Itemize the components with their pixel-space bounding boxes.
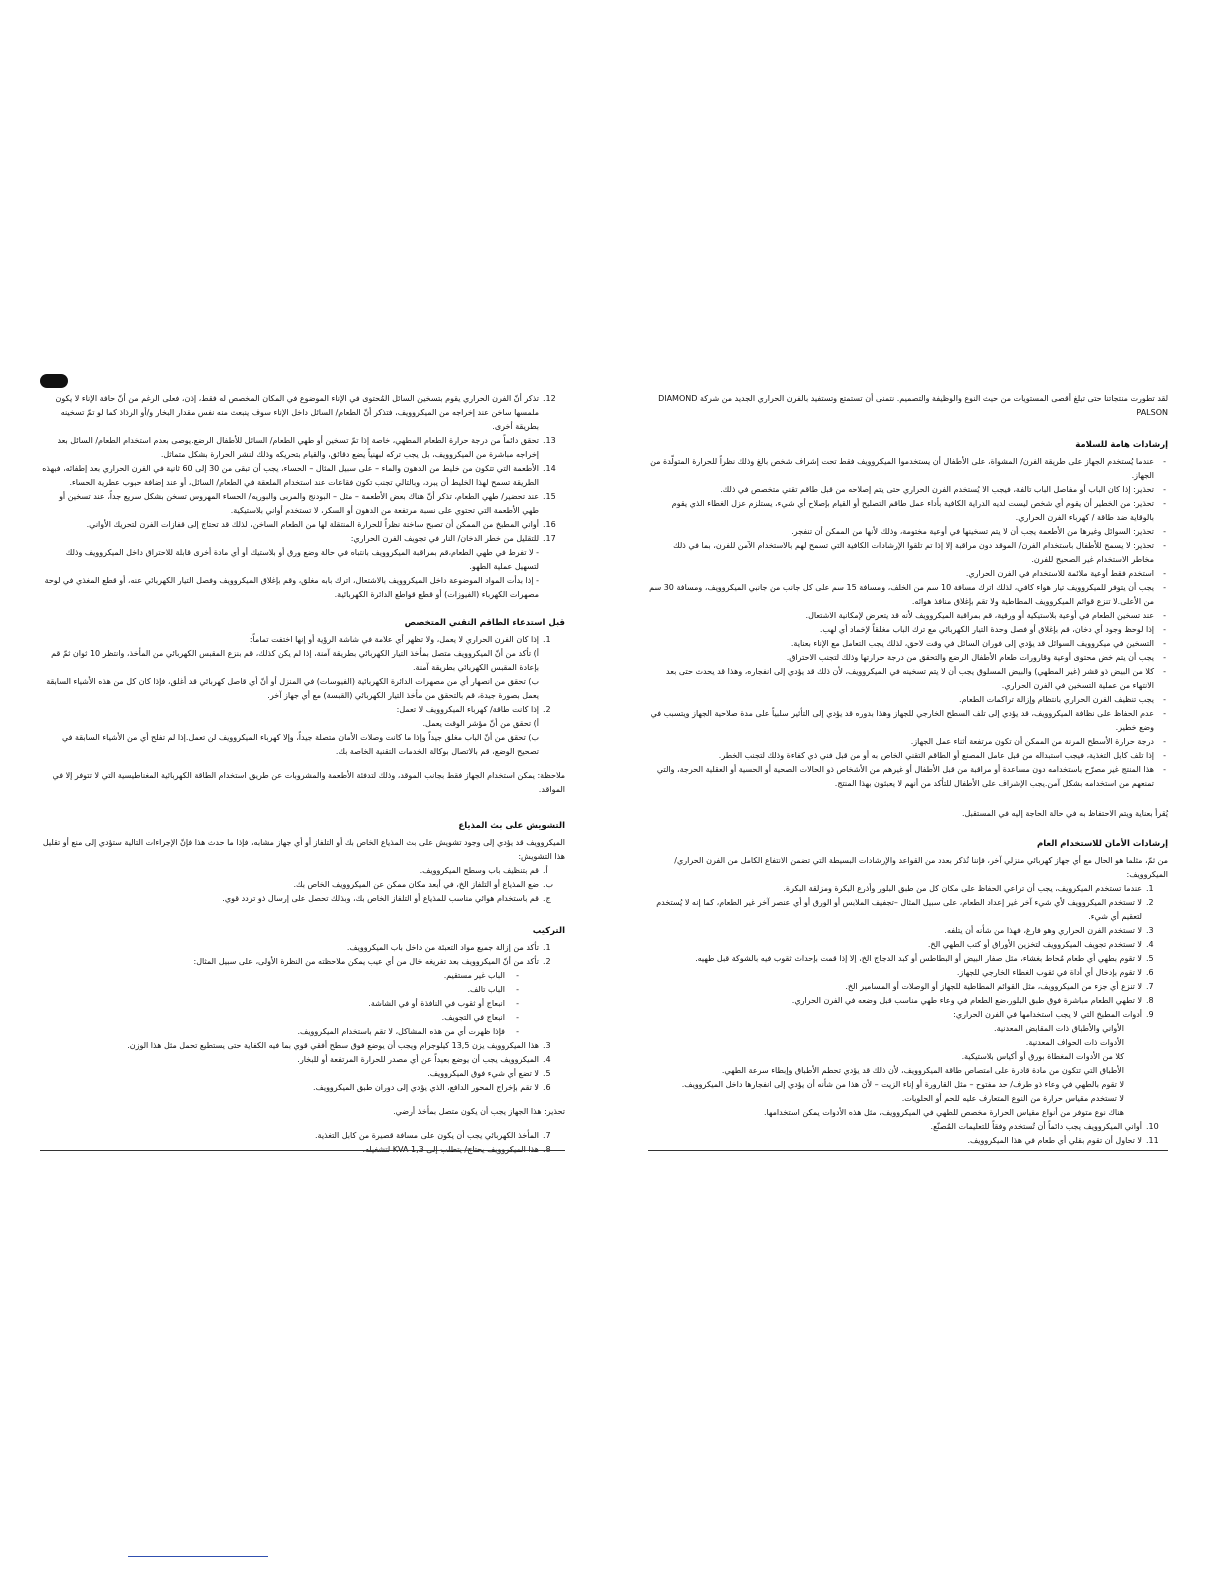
list-item xyxy=(40,878,565,892)
list-item: - إذا تلف كابل التغذية، فيجب استبداله من قبل عامل المصنع أو الطاقم التقني الخاص به أو من قبل فني ذي كفاءة وذلك لتجنب الخطر. xyxy=(648,749,1168,763)
list-item xyxy=(40,703,565,717)
list-item xyxy=(40,892,565,906)
item-number: .17 xyxy=(543,534,556,543)
interference-paragraph: الميكروويف قد يؤدي إلى وجود تشويش على بث المذياع الخاص بك أو التلفاز أو أي جهاز مشابه، فإذا ما حدث هذا فإنّ الإجراءات التالية ستؤدي إلى منع أو تقليل هذا التشويش: xyxy=(42,838,565,861)
item-number: .9 xyxy=(1146,1010,1154,1019)
right-page-footer-rule xyxy=(648,1150,1168,1151)
installation-list-cont xyxy=(40,1039,565,1095)
item-number: .6 xyxy=(1146,968,1154,977)
list-item xyxy=(648,994,1168,1008)
section-heading-general-use: إرشادات الأمان للاستخدام العام xyxy=(1037,839,1168,849)
item-number: .2 xyxy=(543,957,551,966)
general-use-list xyxy=(648,882,1168,1022)
section-heading-radio-interference: التشويش على بث المذياع xyxy=(458,821,565,831)
item-text: تحقق دائماً من درجة حرارة الطعام المطهي، خاصة إذا تمّ تسخين أو طهي الطعام/ السائل للأطفال الرضع.يوصى بعدم استخدام الطعام/ السائل بعد إخراجه مباشرة من الميكروويف، بل يجب تركه لبهنياً يضع دقائق، والقيام بتحريكه وذلك لنشر الحرارة بشكل متماثل. xyxy=(57,436,539,459)
item-number: .10 xyxy=(1146,1122,1159,1131)
list-item: - انبعاج أو ثقوب في النافذة أو في الشاشة. xyxy=(40,997,565,1011)
item-text: ب) تحقق من أنّ الباب مغلق جيداً وإذا ما كانت وصلات الأمان متصلة جيداً، وإلا كهرباء الميكروويف لن تعمل.إذا لم تفلح أي من الأشياء السابقة في تصحيح الوضع، قم بالاتصال بوكالة الخدمات التقنية الخاصة بك. xyxy=(62,733,539,756)
list-item xyxy=(40,532,565,546)
item-text: عند تحضير/ طهي الطعام، تذكر أنّ هناك بعض الأطعمة – مثل – البودنج والمربى والبوريه/ الحساء المهروس تسخن بشكل سريع جداً، عند تسخين أو طهي الأطعمة التي تحتوي على نسبة مرتفعة من الدهون أو السكر، لا تستخدم أواني بلاستيكية. xyxy=(59,492,539,515)
item-number: .2 xyxy=(1146,898,1154,907)
item-number: .12 xyxy=(543,394,556,403)
list-item xyxy=(40,731,565,759)
smoke-fire-sublist xyxy=(40,546,565,602)
installation-list-end xyxy=(40,1129,565,1157)
list-item: هناك نوع متوفر من أنواع مقياس الحرارة مخصص للطهي في الميكروويف، مثل هذه الأدوات يمكن استخدامها. xyxy=(763,1108,1124,1117)
intro-paragraph: لقد تطورت منتجاتنا حتى تبلغ أقصى المستويات من حيث النوع والوظيفة والتصميم. نتمنى أن تستمتع وتستفيد بالفرن الحراري الجديد من شركة DIAMOND PALSON xyxy=(658,394,1168,417)
list-item xyxy=(40,675,565,703)
list-item: - يجب أن يتم خض محتوى أوعية وقارورات طعام الأطفال الرضع والتحقق من درجة حرارتها وذلك لتجنب الاحتراق. xyxy=(648,651,1168,665)
item-text: أدوات المطبخ التي لا يجب استخدامها في الفرن الحراري: xyxy=(953,1010,1142,1019)
item-text: لا تحاول أن تقوم بقلي أي طعام في هذا الميكروويف. xyxy=(967,1136,1142,1145)
grounding-warning: تحذير: هذا الجهاز يجب أن يكون متصل بمأخذ أرضي. xyxy=(393,1107,565,1116)
list-item xyxy=(40,633,565,647)
list-item: - عند تسخين الطعام في أوعية بلاستيكية أو ورقية، قم بمراقبة الميكروويف لأنه قد يتعرض لإمكانية الاشتعال. xyxy=(648,609,1168,623)
general-use-paragraph: من ثمّ، مثلما هو الحال مع أي جهاز كهربائي منزلي آخر، فإننا نُذكر بعدد من القواعد والإرشادات البسيطة التي تضمن الانتفاع الكامل من الفرن الحراري/ الميكروويف: xyxy=(674,856,1168,879)
item-text: قم بتنظيف باب وسطح الميكروويف. xyxy=(419,866,539,875)
list-item xyxy=(648,1008,1168,1022)
item-text: لا تقوم بإدخال أي أداة في ثقوب الغطاء الخارجي للجهاز. xyxy=(956,968,1142,977)
item-text: لا تقوم بطهي أي طعام مُحاط بغشاء، مثل صفار البيض أو البطاطس أو كبد الدجاج الخ، إلا إذا قمت بإحداث ثقوب فيه بالشوكة قبل طهيه. xyxy=(695,954,1142,963)
item-number: .7 xyxy=(543,1131,551,1140)
list-item xyxy=(40,717,565,731)
list-item xyxy=(40,1129,565,1143)
item-text: لا تضع أي شيء فوق الميكروويف. xyxy=(427,1069,539,1078)
list-item: - كلا من البيض ذو قشر (غير المطهي) والبيض المسلوق يجب أن لا يتم تسخينه في الميكروويف، لأن ذلك قد يؤدي إلى انفجاره، وهذا قد يحدث حتى بعد الانتهاء من عملية التسخين في الفرن الحراري. xyxy=(648,665,1168,693)
item-text: عندما تستخدم الميكرويف، يجب أن تراعي الحفاظ على مكان كل من طبق البلور وأذرع البكرة ومزلقة البكرة. xyxy=(783,884,1142,893)
list-item: الأدوات ذات الحواف المعدنية. xyxy=(1025,1038,1124,1047)
list-item xyxy=(648,938,1168,952)
item-number: .4 xyxy=(1146,940,1154,949)
list-item: - الباب غير مستقيم. xyxy=(40,969,565,983)
item-number: .8 xyxy=(1146,996,1154,1005)
item-number: .ب xyxy=(543,880,554,889)
item-number: .13 xyxy=(543,436,556,445)
list-item: - لا تفرط في طهي الطعام،قم بمراقبة الميكروويف بانتباه في حالة وضع ورق أو بلاستيك أو أي مادة أخرى قابلة للاحتراق داخل الميكروويف وذلك لتسهيل عملية الطهو. xyxy=(65,548,539,571)
list-item: لا تقوم بالطهي في وعاء ذو طرف/ حد مفتوح – مثل القارورة أو إناء الزيت – لأن هذا من شأنه أن يؤدي إلى انفجارها داخل الميكروويف. xyxy=(681,1080,1124,1089)
left-page xyxy=(40,392,565,1157)
list-item: - تحذير: لا يسمح للأطفال باستخدام الفرن/ الموقد دون مراقبة إلا إذا تم تلقوا الإرشادات الكافية التي تسمح لهم بالاستخدام الآمن للفرن، بما في ذلك مخاطر الاستخدام غير الصحيح للفرن. xyxy=(648,539,1168,567)
item-number: .7 xyxy=(1146,982,1154,991)
language-tab-marker xyxy=(40,374,68,388)
section-heading-before-service: قبل استدعاء الطاقم التقني المتخصص xyxy=(404,618,565,628)
item-text: لا تستخدم الميكروويف لأي شيء آخر غير إعداد الطعام، على سبيل المثال –تجفيف الملابس أو الورق أو أي عنصر آخر غير الطعام، كما إنه لا يُستخدم لتعقيم أي شيء. xyxy=(656,898,1142,921)
general-use-list-end xyxy=(648,1120,1168,1148)
list-item: - يجب تنظيف الفرن الحراري بانتظام وإزالة تراكمات الطعام. xyxy=(648,693,1168,707)
list-item xyxy=(40,941,565,955)
note-paragraph: ملاحظة: يمكن استخدام الجهاز فقط بجانب الموقد، وذلك لتدفئة الأطعمة والمشروبات عن طريق استخدام الطاقة الكهربائية المغناطيسية التي لا تتوفر إلا في المواقد. xyxy=(52,771,565,794)
list-item xyxy=(648,966,1168,980)
interference-list xyxy=(40,864,565,906)
section-heading-safety: إرشادات هامة للسلامة xyxy=(1075,440,1168,450)
list-item: الأواني والأطباق ذات المقابض المعدنية. xyxy=(994,1024,1124,1033)
list-item xyxy=(648,882,1168,896)
list-item xyxy=(40,1067,565,1081)
item-number: .أ xyxy=(543,866,548,875)
item-number: .15 xyxy=(543,492,556,501)
list-item xyxy=(648,980,1168,994)
item-number: .14 xyxy=(543,464,556,473)
list-item xyxy=(40,1053,565,1067)
item-number: .1 xyxy=(1146,884,1154,893)
item-text: أواني المطبخ من الممكن أن تصبح ساخنة نظراً للحرارة المنتقلة لها من الطعام الساخن، لذلك قد تحتاج إلى قفازات الفرن لتحريك الأواني. xyxy=(86,520,539,529)
list-item: لا تستخدم مقياس حرارة من النوع المتعارف عليه للحم أو الحلويات. xyxy=(901,1094,1124,1103)
item-text: إذا كان الفرن الحراري لا يعمل، ولا تظهر أي علامة في شاشة الرؤية أو إنها اختفت تماماً: xyxy=(249,635,539,644)
list-item: كلا من الأدوات المغطاة بورق أو أكياس بلاستيكية. xyxy=(961,1052,1124,1061)
item-text: تأكد من أنّ الميكروويف بعد تفريغه خال من أي عيب يمكن ملاحظته من النظرة الأولى، على سبيل المثال: xyxy=(193,957,539,966)
list-item xyxy=(40,518,565,532)
item-text: الميكروويف يجب أن يوضع بعيداً عن أي مصدر للحرارة المرتفعة أو للبخار. xyxy=(297,1055,539,1064)
list-item: - إذا بدأت المواد الموضوعة داخل الميكروويف بالاشتعال، اترك بابه مغلق، وقم بإغلاق الميكروويف وفصل التيار الكهربائي عنه، أو قطع المغذي في لوحة مصهرات الكهرباء (الفيوزات) أو قطع قواطع الدائرة الكهربائية. xyxy=(44,576,539,599)
list-item xyxy=(648,1134,1168,1148)
item-text: لا تقم بإخراج المحور الدافع، الذي يؤدي إلى دوران طبق الميكروويف. xyxy=(313,1083,539,1092)
list-item xyxy=(40,1039,565,1053)
item-number: .5 xyxy=(1146,954,1154,963)
list-item: - عندما يُستخدم الجهاز على طريقة الفرن/ المشواة، على الأطفال أن يستخدموا الميكروويف فقط تحت إشراف شخص بالغ وذلك نظراً للحرارة المتولّدة من الجهاز. xyxy=(648,455,1168,483)
left-page-footer-rule xyxy=(40,1150,565,1151)
item-number: .3 xyxy=(1146,926,1154,935)
list-item: - الباب تالف. xyxy=(40,983,565,997)
list-item: - انبعاج في التجويف. xyxy=(40,1011,565,1025)
list-item xyxy=(40,1081,565,1095)
installation-list xyxy=(40,941,565,969)
list-item xyxy=(648,924,1168,938)
list-item xyxy=(648,1120,1168,1134)
list-item: - عدم الحفاظ على نظافة الميكروويف، قد يؤدي إلى تلف السطح الخارجي للجهاز وهذا بدوره قد يؤدي إلى التأثير سلبياً على مدة صلاحية الجهاز ويتسبب في وضع خطير. xyxy=(648,707,1168,735)
item-number: .1 xyxy=(543,943,551,952)
list-item: - تحذير: السوائل وغيرها من الأطعمة يجب أن لا يتم تسخينها في أوعية مختومة، وذلك لأنها من الممكن أن تنفجر. xyxy=(648,525,1168,539)
item-number: .16 xyxy=(543,520,556,529)
list-item: - تحذير: من الخطير أن يقوم أي شخص ليست لديه الدراية الكافية بأداء عمل طاقم التصليح أو القيام بإصلاح أي شيء، يستلزم عزل الغطاء الذي يقوم بالوقاية ضد طاقة / كهرباء الفرن الحراري. xyxy=(648,497,1168,525)
list-item: - يجب أن يتوفر للميكروويف تيار هواء كافي، لذلك اترك مسافة 10 سم من الخلف، ومسافة 15 سم على كل جانب من جانبي الميكروويف، ومسافة 30 سم من الأعلى.لا تنزع قوائم الميكروويف المطاطية ولا تقم بإغلاق منافذ هوائه. xyxy=(648,581,1168,609)
item-number: .1 xyxy=(543,635,551,644)
item-number: .3 xyxy=(543,1041,551,1050)
list-item xyxy=(40,955,565,969)
list-item xyxy=(40,864,565,878)
list-item xyxy=(40,434,565,462)
item-text: هذا الميكروويف يزن 13,5 كيلوجرام ويجب أن يوضع فوق سطح أفقي قوي بما فيه الكفاية حتى يستطيع تحمل مثل هذا الوزن. xyxy=(127,1041,539,1050)
list-item: الأطباق التي تتكون من مادة قادرة على امتصاص طاقة الميكروويف، لأن ذلك قد يؤدي تحطم الأطباق وإبطاء سرعة الطهي. xyxy=(721,1066,1124,1075)
list-item xyxy=(40,490,565,518)
right-page xyxy=(648,392,1168,1148)
list-items-12-17 xyxy=(40,392,565,546)
item-text: ب) تحقق من انصهار أي من مصهرات الدائرة الكهربائية (الفيوسات) في المنزل أو أنّ أي قاصل كهربائي قد أغلق، فإذا كان كل من هذه الأشياء السابقة يعمل بصورة جيدة، قم بالتحقق من مأخذ التيار الكهربائي (القبسة) مع أي جهاز آخر. xyxy=(46,677,539,700)
item-text: لا تطهي الطعام مباشرة فوق طبق البلور،ضع الطعام في وعاء طهي مناسب قبل وضعه في الفرن الحراري. xyxy=(791,996,1142,1005)
list-item xyxy=(40,392,565,434)
item-text: أ) تأكد من أنّ الميكروويف متصل بمأخذ التيار الكهربائي بطريقة آمنة، إذا لم يكن كذلك، قم بنزع المقبس الكهربائي من المأخذ، وانتظر 10 ثوان ثمّ قم بإعادة المقبس الكهربائي بطريقة آمنة. xyxy=(51,649,539,672)
keep-note: يُقرأ بعناية ويتم الاحتفاظ به في حالة الحاجة إليه في المستقبل. xyxy=(961,809,1168,818)
list-item xyxy=(40,647,565,675)
forbidden-utensils-sublist xyxy=(648,1022,1168,1120)
list-item: - تحذير: إذا كان الباب أو مفاصل الباب تالفة، فيجب الا يُستخدم الفرن الحراري حتى يتم إصلاحه من قبل طاقم تقني متخصص في ذلك. xyxy=(648,483,1168,497)
item-text: إذا كانت طاقة/ كهرباء الميكروويف لا تعمل: xyxy=(396,705,539,714)
list-item: - فإذا ظهرت أي من هذه المشاكل، لا تقم باستخدام الميكروويف. xyxy=(40,1025,565,1039)
item-text: تأكد من إزالة جميع مواد التعبئة من داخل باب الميكروويف. xyxy=(346,943,539,952)
item-text: للتقليل من خطر الدخان/ النار في تجويف الفرن الحراري: xyxy=(350,534,539,543)
item-text: أ) تحقق من أنّ مؤشر الوقت يعمل. xyxy=(422,719,539,728)
item-text: تذكر أنّ الفرن الحراري يقوم بتسخين السائل المُحتوى في الإناء الموضوع في المكان المخصص له فقط، إذن، فعلى الرغم من أنّ حافة الإناء لا يكون ملمسها ساخن عند إخراجه من الميكروويف، فتذكر أنّ الطعام/ السائل داخل الإناء سوف ينبعث منه نفس مقدار البخار و/أو الرذاذ كما لو تمّ تسخينه بطريقة أخرى. xyxy=(55,394,539,431)
list-item: - درجة حرارة الأسطح المرنة من الممكن أن تكون مرتفعة أثناء عمل الجهاز. xyxy=(648,735,1168,749)
item-number: .2 xyxy=(543,705,551,714)
item-text: لا تستخدم الفرن الحراري وهو فارغ، فهذا من شأنه أن يتلفه. xyxy=(944,926,1142,935)
item-number: .4 xyxy=(543,1055,551,1064)
section-heading-installation: التركيب xyxy=(532,926,565,936)
list-item xyxy=(40,462,565,490)
list-item: - التسخين في ميكروويف السوائل قد يؤدي إلى فوران السائل في وقت لاحق، لذلك يجب التعامل مع الإناء بعناية. xyxy=(648,637,1168,651)
list-item xyxy=(648,952,1168,966)
item-number: .6 xyxy=(543,1083,551,1092)
footer-link-underline xyxy=(128,1556,268,1557)
item-number: .ج xyxy=(543,894,551,903)
item-text: المأخذ الكهربائي يجب أن يكون على مسافة قصيرة من كابل التغذية. xyxy=(315,1131,539,1140)
list-item: - استخدم فقط أوعية ملائمة للاستخدام في الفرن الحراري. xyxy=(648,567,1168,581)
item-text: لا تنزع أي جزء من الميكروويف، مثل القوائم المطاطية للجهاز أو الوصلات أو المسامير الخ. xyxy=(845,982,1142,991)
list-item xyxy=(648,896,1168,924)
item-number: .5 xyxy=(543,1069,551,1078)
item-text: قم باستخدام هوائي مناسب للمذياع أو التلفاز الخاص بك، وبذلك تحصل على إرسال ذو تردد قوي. xyxy=(222,894,539,903)
item-text: ضع المذياع أو التلفاز الخ، في أبعد مكان ممكن عن الميكروويف الخاص بك. xyxy=(293,880,539,889)
item-text: الأطعمة التي تتكون من خليط من الدهون والماء – على سبيل المثال – الحساء، يجب أن تبقى من 30 إلى 60 ثانية في الفرن الحراري بعد إطفائه، فبهذه الطريقة تسمح لهذا الخليط أن يبرد، وبالتالي تجنب تكون فقاعات عند استخدام الملعقة في الطعام/ السائل، أو عند إضافة حبوب عطرية الحساء. xyxy=(42,464,539,487)
list-item: - هذا المنتج غير مصرّح باستخدامه دون مساعدة أو مراقبة من قبل الأطفال أو غيرهم من الأشخاص ذو الحالات الصحية أو الحسية أو العقلية الحرجة، والتي تمنعهم من استخدامه بشكل آمن.يجب الإشراف على الأطفال للتأكد من أنهم لا يعبثون بهذا المنتج. xyxy=(648,763,1168,791)
safety-bullets xyxy=(648,455,1168,791)
item-number: .11 xyxy=(1146,1136,1159,1145)
troubleshooting-list xyxy=(40,633,565,759)
item-text: لا تستخدم تجويف الميكروويف لتخزين الأوراق أو كتب الطهي الخ. xyxy=(927,940,1142,949)
item-text: أواني الميكروويف يجب دائماً أن تُستخدم وفقاً للتعليمات المُصنّع. xyxy=(930,1122,1142,1131)
defects-sublist xyxy=(40,969,565,1039)
list-item: - إذا لوحظ وجود أي دخان، قم بإغلاق أو فصل وحدة التيار الكهربائي مع ترك الباب مغلقاً لإخماد أي لهب. xyxy=(648,623,1168,637)
